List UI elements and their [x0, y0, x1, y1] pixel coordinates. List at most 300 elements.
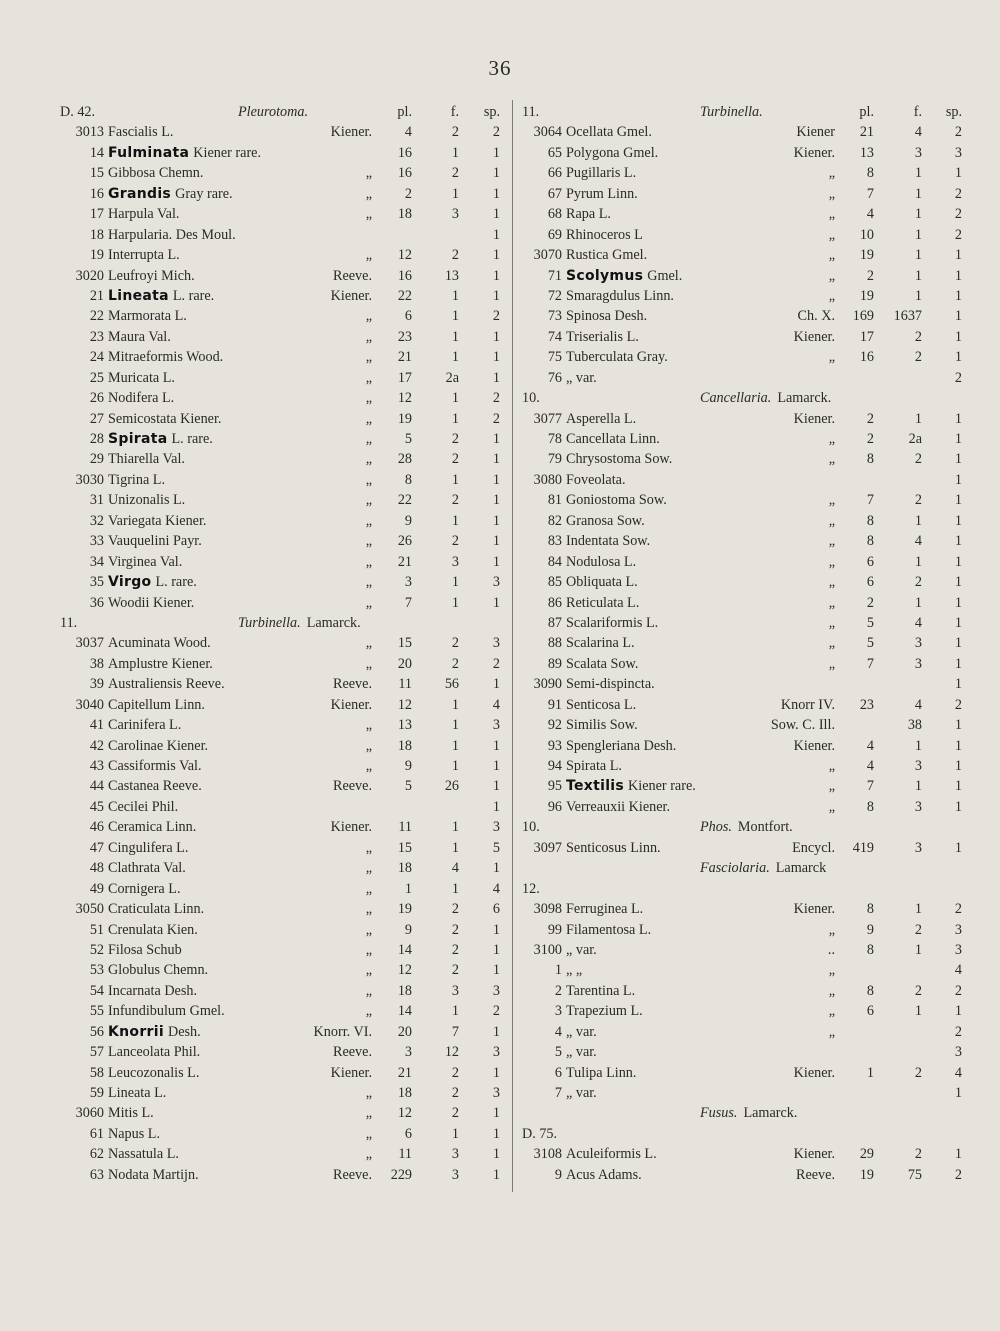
species-row	[522, 654, 962, 674]
reference-source: Reeve.	[333, 1166, 372, 1183]
figure-number: 1	[914, 226, 922, 243]
figure-number: 1	[451, 144, 459, 161]
reference-source: „	[365, 165, 372, 182]
species-name-cell	[566, 593, 639, 613]
species-row	[60, 388, 505, 408]
species-row	[60, 981, 505, 1001]
species-number: 3030	[75, 471, 104, 488]
species-name: Scalata Sow.	[566, 655, 639, 672]
species-row	[60, 1001, 505, 1021]
species-name: Unizonalis L.	[108, 492, 186, 509]
species-name: Rhinoceros L	[566, 226, 643, 243]
species-number: 3077	[533, 410, 562, 427]
plate-number: 7	[866, 492, 874, 509]
species-name: Harpularia. Des Moul.	[108, 226, 236, 243]
species-name-cell	[566, 797, 670, 817]
specimen-count: 1	[492, 144, 500, 161]
reference-source: „	[365, 982, 372, 999]
plate-number: 10	[859, 226, 874, 243]
specimen-count: 1	[954, 287, 962, 304]
plate-number: 2	[866, 410, 874, 427]
species-number: 3040	[75, 696, 104, 713]
species-number: 3050	[75, 901, 104, 918]
section-number: 12.	[522, 880, 540, 897]
figure-number: 1	[914, 165, 922, 182]
plate-number: 6	[866, 553, 874, 570]
species-number: 39	[89, 676, 104, 693]
reference-source: „	[365, 860, 372, 877]
species-name: Marmorata L.	[108, 308, 187, 325]
species-name: Tulipa Linn.	[566, 1064, 637, 1081]
species-name-cell	[108, 531, 202, 551]
species-name: Pugillaris L.	[566, 165, 637, 182]
species-name-cell	[108, 797, 178, 817]
plate-number: 15	[397, 635, 412, 652]
species-number: 42	[89, 737, 104, 754]
species-name-cell	[566, 429, 660, 449]
specimen-count: 1	[954, 574, 962, 591]
reference-source: „	[365, 349, 372, 366]
species-name-cell	[566, 266, 682, 286]
species-number: 22	[89, 308, 104, 325]
figure-number: 3	[914, 839, 922, 856]
plate-number: 4	[404, 124, 412, 141]
species-name: Granosa Sow.	[566, 512, 645, 529]
species-row	[60, 1083, 505, 1103]
species-name: Cingulifera L.	[108, 839, 189, 856]
section-number: 11.	[522, 104, 540, 120]
species-number: 93	[547, 737, 562, 754]
specimen-count: 1	[492, 328, 500, 345]
species-name: Infundibulum Gmel.	[108, 1003, 225, 1020]
species-name: Tuberculata Gray.	[566, 349, 668, 366]
reference-source: „	[828, 614, 835, 631]
species-name-rare: Fulminata	[108, 144, 190, 161]
species-number: 54	[89, 982, 104, 999]
figure-number: 2	[914, 492, 922, 509]
figure-number: 7	[451, 1023, 459, 1040]
species-name-cell	[566, 245, 647, 265]
figure-number: 2	[451, 533, 459, 550]
species-number: 84	[547, 553, 562, 570]
specimen-count: 1	[492, 165, 500, 182]
species-row	[60, 1063, 505, 1083]
reference-source: „	[365, 247, 372, 264]
genus-heading	[238, 102, 314, 122]
species-number: 63	[89, 1166, 104, 1183]
figure-number: 2	[451, 492, 459, 509]
species-row	[60, 368, 505, 388]
specimen-count: 1	[492, 778, 500, 795]
reference-source: „	[828, 226, 835, 243]
species-name: Asperella L.	[566, 410, 637, 427]
species-name: Spinosa Desh.	[566, 308, 648, 325]
specimen-count: 1	[954, 308, 962, 325]
species-row	[60, 572, 505, 592]
reference-source: „	[365, 1003, 372, 1020]
species-row	[522, 122, 962, 142]
species-name: Spengleriana Desh.	[566, 737, 677, 754]
species-name-cell	[108, 960, 208, 980]
specimen-count: 2	[954, 369, 962, 386]
specimen-count: 1	[954, 533, 962, 550]
specimen-count: 1	[954, 778, 962, 795]
figure-number: 2	[914, 349, 922, 366]
species-name-cell	[566, 715, 638, 735]
species-number: 52	[89, 941, 104, 958]
species-number: 18	[89, 226, 104, 243]
figure-number: 3	[451, 1166, 459, 1183]
plate-number: 23	[859, 696, 874, 713]
species-name: Variegata Kiener.	[108, 512, 207, 529]
species-name-cell	[108, 572, 197, 592]
figure-number: 4	[914, 124, 922, 141]
specimen-count: 4	[954, 962, 962, 979]
species-number: 85	[547, 574, 562, 591]
specimen-count: 2	[492, 410, 500, 427]
species-row	[522, 245, 962, 265]
species-row	[522, 266, 962, 286]
specimen-count: 3	[492, 982, 500, 999]
species-row	[60, 1103, 505, 1123]
species-name: Scalarina L.	[566, 635, 635, 652]
plate-number: 8	[866, 941, 874, 958]
species-name: Rustica Gmel.	[566, 247, 648, 264]
species-row	[522, 184, 962, 204]
plate-number: 6	[866, 1003, 874, 1020]
species-row	[60, 286, 505, 306]
species-number: 69	[547, 226, 562, 243]
reference-source: „	[365, 901, 372, 918]
specimen-count: 1	[492, 1146, 500, 1163]
species-row	[522, 1001, 962, 1021]
plate-number: 6	[404, 308, 412, 325]
species-number: 94	[547, 758, 562, 774]
species-name-rare: Scolymus	[566, 267, 644, 284]
figure-number: 1	[451, 594, 459, 611]
reference-source: „	[365, 533, 372, 550]
reference-source: „	[365, 921, 372, 938]
species-number: 9	[554, 1166, 562, 1183]
species-number: 24	[89, 349, 104, 366]
species-row	[522, 756, 962, 776]
species-name-cell	[108, 1042, 200, 1062]
species-name-cell	[566, 470, 626, 490]
specimen-count: 4	[492, 880, 500, 897]
species-name-cell	[108, 899, 204, 919]
species-name: Verreauxii Kiener.	[566, 798, 670, 815]
plate-number: 14	[397, 1003, 412, 1020]
species-row	[60, 593, 505, 613]
figure-number: 1637	[893, 308, 922, 325]
specimen-count: 2	[954, 982, 962, 999]
section-header	[522, 1103, 962, 1123]
specimen-count: 1	[492, 1023, 500, 1040]
plate-number: 9	[404, 921, 412, 938]
genus-name: Cancellaria.	[700, 390, 772, 407]
species-number: 3070	[533, 247, 562, 264]
figure-number: 2	[914, 574, 922, 591]
species-name-cell	[108, 715, 181, 735]
specimen-count: 1	[954, 1085, 962, 1101]
species-number: 3080	[533, 471, 562, 488]
species-row	[60, 960, 505, 980]
species-number: 45	[89, 798, 104, 815]
figure-number: 1	[914, 594, 922, 611]
specimen-count: 1	[492, 512, 500, 529]
reference-source: Kiener.	[793, 1146, 835, 1163]
species-row	[60, 1165, 505, 1185]
plate-number: 4	[866, 758, 874, 774]
reference-source: „	[365, 308, 372, 325]
species-name: Tigrina L.	[108, 471, 166, 488]
species-name: Pyrum Linn.	[566, 185, 638, 202]
genus-heading	[700, 1103, 797, 1123]
figure-number: 2	[914, 1146, 922, 1163]
species-name-cell	[566, 776, 696, 796]
species-name: Scalariformis L.	[566, 614, 659, 631]
specimen-count: 1	[492, 247, 500, 264]
specimen-count: 2	[954, 1023, 962, 1040]
species-name-cell	[108, 1103, 154, 1123]
plate-number: 20	[397, 655, 412, 672]
reference-source: „	[828, 921, 835, 938]
reference-source: „	[828, 778, 835, 795]
plate-number: 13	[859, 144, 874, 161]
figure-number: 2	[451, 431, 459, 447]
specimen-count: 1	[492, 758, 500, 774]
specimen-count: 1	[492, 1125, 500, 1142]
plate-number: 5	[866, 635, 874, 652]
plate-number: 19	[859, 247, 874, 264]
species-number: 4	[554, 1023, 562, 1040]
specimen-count: 6	[492, 901, 500, 918]
species-name-cell	[566, 552, 636, 572]
section-header	[522, 817, 962, 837]
plate-number: 2	[866, 267, 874, 284]
species-name: Carinifera L.	[108, 717, 182, 734]
species-name: Amplustre Kiener.	[108, 655, 213, 672]
plate-number: 2	[404, 185, 412, 202]
section-header	[522, 1124, 962, 1144]
genus-name: Turbinella.	[238, 614, 301, 631]
species-name: Senticosus Linn.	[566, 839, 661, 856]
figure-number: 1	[451, 574, 459, 591]
figure-number: 1	[451, 512, 459, 529]
species-row	[60, 1042, 505, 1062]
species-name-cell	[108, 756, 202, 776]
species-number: 3098	[533, 901, 562, 918]
species-number: 56	[89, 1023, 104, 1040]
figure-number: 13	[444, 267, 459, 284]
species-name: Ocellata Gmel.	[566, 124, 652, 141]
species-row	[522, 633, 962, 653]
reference-source: „	[828, 165, 835, 182]
species-number: 21	[89, 287, 104, 304]
species-number: 95	[547, 778, 562, 795]
species-row	[60, 347, 505, 367]
species-name-cell	[566, 940, 597, 960]
specimen-count: 3	[492, 1085, 500, 1101]
species-name-cell	[566, 143, 658, 163]
species-number: 25	[89, 369, 104, 386]
reference-source: „	[365, 655, 372, 672]
plate-number: 18	[397, 982, 412, 999]
reference-source: „	[365, 758, 372, 774]
plate-number: 1	[866, 1064, 874, 1081]
specimen-count: 3	[954, 921, 962, 938]
genus-author: Lamarck.	[777, 390, 832, 407]
plate-number: 6	[404, 1125, 412, 1142]
species-number: 32	[89, 512, 104, 529]
figure-number: 2	[451, 124, 459, 141]
species-name: Lanceolata Phil.	[108, 1044, 201, 1061]
species-name-cell	[566, 1042, 597, 1062]
plate-number: 3	[404, 1044, 412, 1061]
species-row	[522, 736, 962, 756]
species-row	[522, 1063, 962, 1083]
species-number: 55	[89, 1003, 104, 1020]
specimen-count: 1	[954, 247, 962, 264]
species-row	[522, 306, 962, 326]
plate-number: 12	[397, 696, 412, 713]
plate-number: 12	[397, 962, 412, 979]
specimen-count: 1	[954, 165, 962, 182]
species-row	[522, 511, 962, 531]
figure-number: 2	[451, 962, 459, 979]
species-row	[60, 245, 505, 265]
plate-number: 19	[859, 1166, 874, 1183]
reference-source: Knorr IV.	[780, 696, 835, 713]
species-row	[522, 531, 962, 551]
plate-number: 28	[397, 451, 412, 468]
specimen-count: 1	[492, 594, 500, 611]
species-row	[60, 817, 505, 837]
reference-source: Kiener.	[330, 124, 372, 141]
species-name-cell	[566, 920, 651, 940]
species-number: 87	[547, 614, 562, 631]
plate-number: 17	[859, 328, 874, 345]
specimen-count: 1	[492, 798, 500, 815]
plate-number: 9	[866, 921, 874, 938]
reference-source: „	[365, 717, 372, 734]
reference-source: „	[365, 390, 372, 407]
species-number: 36	[89, 594, 104, 611]
plate-number: 169	[852, 308, 874, 325]
species-name-cell	[108, 347, 223, 367]
species-name: Goniostoma Sow.	[566, 492, 667, 509]
species-name: Tarentina L.	[566, 982, 636, 999]
species-row	[60, 429, 505, 449]
species-name-cell	[108, 695, 205, 715]
species-name-cell	[108, 204, 179, 224]
figure-number: 2	[451, 247, 459, 264]
reference-source: „	[828, 533, 835, 550]
plate-number: 6	[866, 574, 874, 591]
species-number: 3100	[533, 941, 562, 958]
species-name-cell	[108, 674, 225, 694]
specimen-count: 1	[954, 717, 962, 734]
figure-number: 2	[451, 655, 459, 672]
specimen-count: 2	[954, 185, 962, 202]
reference-source: „	[365, 328, 372, 345]
species-number: 65	[547, 144, 562, 161]
figure-number: 2	[451, 1064, 459, 1081]
species-name-rare: Textilis	[566, 778, 625, 795]
plate-number: 22	[397, 492, 412, 509]
species-author-note: Gmel.	[647, 267, 683, 284]
plate-number: 14	[397, 941, 412, 958]
figure-number: 3	[914, 655, 922, 672]
figure-number: 26	[444, 778, 459, 795]
species-number: 61	[89, 1125, 104, 1142]
species-name-cell	[108, 817, 196, 837]
species-number: 35	[89, 574, 104, 591]
figure-number: 75	[907, 1166, 922, 1183]
species-row	[522, 797, 962, 817]
figure-number: 2	[914, 921, 922, 938]
species-name-cell	[108, 858, 186, 878]
species-row	[522, 449, 962, 469]
reference-source: Kiener.	[793, 410, 835, 427]
plate-number: 1	[404, 880, 412, 897]
species-row	[60, 797, 505, 817]
species-name: Nodata Martijn.	[108, 1166, 199, 1183]
plate-number: 19	[397, 901, 412, 918]
species-name-cell	[108, 654, 213, 674]
figure-column-header: f.	[450, 104, 459, 120]
reference-source: „	[828, 594, 835, 611]
genus-heading	[700, 1124, 706, 1144]
species-number: 99	[547, 921, 562, 938]
reference-source: Reeve.	[796, 1166, 835, 1183]
species-number: 1	[554, 962, 562, 979]
specimen-count: 1	[492, 451, 500, 468]
genus-name: Pleurotoma.	[238, 104, 309, 120]
species-number: 27	[89, 410, 104, 427]
specimen-count: 1	[954, 655, 962, 672]
species-name-rare: Spirata	[108, 431, 168, 447]
species-number: 33	[89, 533, 104, 550]
figure-number: 2a	[908, 431, 922, 447]
figure-number: 3	[451, 553, 459, 570]
species-number: 23	[89, 328, 104, 345]
reference-source: „	[365, 1125, 372, 1142]
species-number: 73	[547, 308, 562, 325]
species-number: 51	[89, 921, 104, 938]
reference-source: „	[828, 553, 835, 570]
figure-number: 1	[914, 185, 922, 202]
species-number: 34	[89, 553, 104, 570]
figure-number: 3	[914, 635, 922, 652]
figure-number: 2	[451, 165, 459, 182]
figure-number: 1	[914, 901, 922, 918]
species-row	[60, 122, 505, 142]
species-author-note: L. rare.	[155, 574, 197, 591]
plate-number: 18	[397, 206, 412, 223]
species-row	[522, 613, 962, 633]
species-number: 38	[89, 655, 104, 672]
species-name-cell	[108, 940, 182, 960]
species-name: Triserialis L.	[566, 328, 639, 345]
specimen-count: 3	[492, 635, 500, 652]
species-author-note: Desh.	[167, 1023, 201, 1040]
reference-source: Reeve.	[333, 267, 372, 284]
plate-column-header: pl.	[859, 104, 874, 120]
plate-number: 29	[859, 1146, 874, 1163]
plate-number: 8	[866, 165, 874, 182]
species-row	[522, 776, 962, 796]
